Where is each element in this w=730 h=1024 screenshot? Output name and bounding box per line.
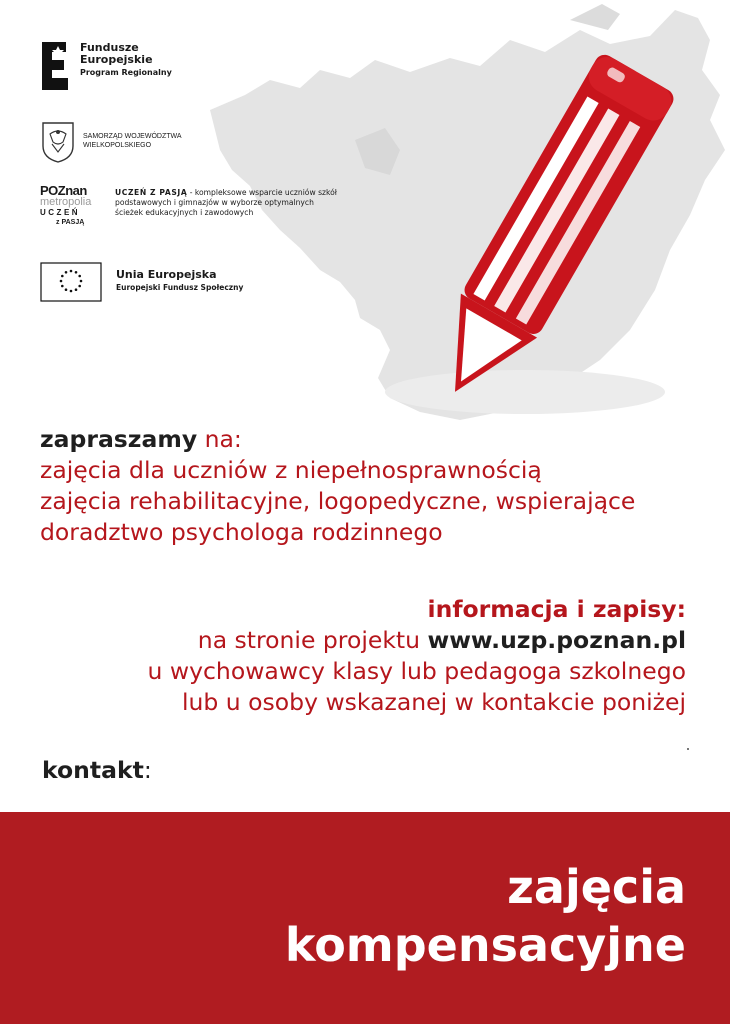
fundusze-mark-icon — [40, 40, 70, 92]
fundusze-line3: Program Regionalny — [80, 68, 172, 77]
invitation-lead-rest: na: — [197, 425, 242, 453]
information-block — [6, 594, 686, 718]
eu-flag-icon — [40, 262, 102, 302]
pencil-shadow — [385, 370, 665, 414]
invitation-lead-bold: zapraszamy — [40, 425, 198, 453]
information-line-contact: lub u osoby wskazanej w kontakcie poniżej — [182, 688, 686, 716]
fundusze-text — [80, 42, 172, 79]
information-line-teacher: u wychowawcy klasy lub pedagoga szkolnego — [147, 657, 686, 685]
poznan-brand-line2: metropolia — [40, 196, 92, 208]
unia-line2: Europejski Fundusz Społeczny — [116, 283, 244, 292]
project-url-link[interactable]: www.uzp.poznan.pl — [427, 626, 686, 654]
project-description-text: - kompleksowe wsparcie uczniów szkół podstawowych i gimnazjów w wyborze optymalnych ścieżek edukacyjnych i zawodowych — [115, 188, 337, 217]
project-description — [115, 188, 340, 218]
contact-label-colon: : — [143, 756, 152, 784]
poznan-brand — [40, 184, 110, 227]
samorzad-line1: SAMORZĄD WOJEWÓDZTWA — [83, 133, 182, 140]
information-heading: informacja i zapisy: — [427, 595, 686, 623]
poster-title — [285, 858, 686, 974]
unia-line1: Unia Europejska — [116, 268, 217, 281]
invitation-item: zajęcia rehabilitacyjne, logopedyczne, wspierające — [40, 487, 636, 515]
information-website-prefix: na stronie projektu — [197, 626, 428, 654]
title-banner — [0, 812, 730, 1024]
samorzad-logo — [40, 120, 220, 166]
invitation-lead — [40, 424, 720, 455]
contact-label-text: kontakt — [42, 756, 144, 784]
invitation-item: doradztwo psychologa rodzinnego — [40, 518, 443, 546]
fundusze-line1: Fundusze — [80, 41, 139, 54]
speck — [687, 748, 689, 750]
poznan-brand-line1: POZnan — [40, 183, 87, 198]
samorzad-line2: WIELKOPOLSKIEGO — [83, 142, 152, 149]
samorzad-text — [83, 132, 182, 150]
invitation-block — [40, 424, 720, 548]
project-name: UCZEŃ Z PASJĄ — [115, 188, 188, 197]
poster-title-line1: zajęcia — [507, 860, 686, 914]
poster-title-line2: kompensacyjne — [284, 918, 686, 972]
poznan-brand-line4: z PASJĄ — [56, 219, 85, 226]
unia-text — [116, 268, 243, 294]
uczen-z-pasja-logo — [40, 184, 340, 240]
invitation-item: zajęcia dla uczniów z niepełnosprawnością — [40, 456, 542, 484]
poznan-brand-line3: UCZEŃ — [40, 208, 81, 217]
eagle-crest-icon — [40, 120, 76, 164]
information-line-website — [6, 625, 686, 656]
unia-europejska-logo — [40, 262, 280, 304]
fundusze-line2: Europejskie — [80, 53, 153, 66]
fundusze-europejskie-logo — [40, 38, 200, 94]
contact-label — [42, 754, 152, 786]
